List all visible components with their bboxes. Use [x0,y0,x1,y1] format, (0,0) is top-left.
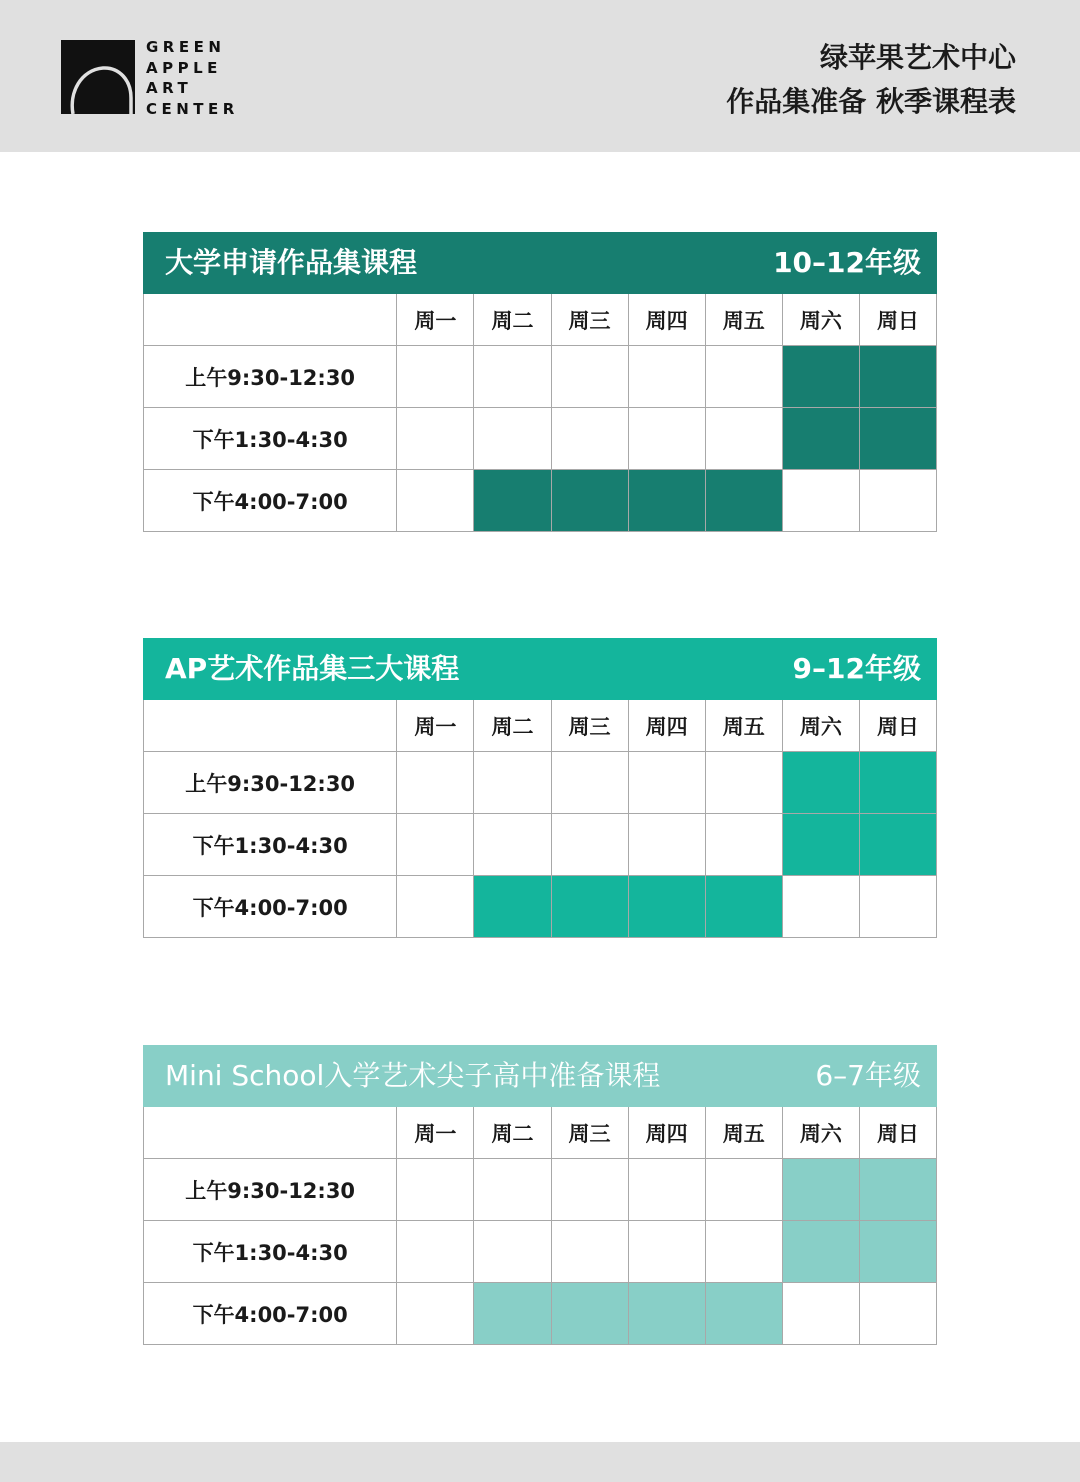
schedule-grid [143,1107,937,1345]
course-title-bar [143,1045,937,1107]
empty-cell [397,1221,474,1283]
logo-line: APPLE [146,58,222,77]
course-name: Mini School入学艺术尖子高中准备课程 [165,1059,661,1092]
day-header: 周一 [397,1107,474,1159]
day-header: 周三 [551,700,628,752]
empty-cell [551,346,628,408]
empty-cell [397,470,474,532]
class-session-cell [859,1159,936,1221]
day-header: 周六 [782,1107,859,1159]
time-slot-label: 下午4:00-7:00 [144,470,397,532]
empty-cell [397,752,474,814]
empty-cell [397,876,474,938]
day-header: 周一 [397,700,474,752]
logo-line: GREEN [146,38,226,56]
empty-cell [474,1159,551,1221]
day-header: 周六 [782,294,859,346]
empty-cell [397,1159,474,1221]
empty-cell [782,876,859,938]
day-header-row [144,294,937,346]
day-header: 周一 [397,294,474,346]
corner-cell [144,700,397,752]
course-title-bar [143,638,937,700]
empty-cell [551,814,628,876]
empty-cell [628,1159,705,1221]
empty-cell [859,876,936,938]
empty-cell [551,1221,628,1283]
empty-cell [705,346,782,408]
empty-cell [782,1283,859,1345]
empty-cell [397,814,474,876]
empty-cell [474,1221,551,1283]
class-session-cell [705,470,782,532]
time-slot-label: 下午4:00-7:00 [144,876,397,938]
day-header: 周二 [474,700,551,752]
day-header: 周二 [474,294,551,346]
course-schedule [143,232,937,532]
page-header [0,0,1080,152]
class-session-cell [705,1283,782,1345]
empty-cell [705,752,782,814]
empty-cell [551,752,628,814]
class-session-cell [859,1221,936,1283]
empty-cell [705,814,782,876]
corner-cell [144,294,397,346]
empty-cell [397,346,474,408]
empty-cell [474,814,551,876]
day-header: 周日 [859,1107,936,1159]
class-session-cell [628,876,705,938]
table-row [144,408,937,470]
empty-cell [628,408,705,470]
time-slot-label: 上午9:30-12:30 [144,752,397,814]
schedule-title: 作品集准备 秋季课程表 [726,85,1016,118]
empty-cell [628,346,705,408]
class-session-cell [474,876,551,938]
time-slot-label: 下午1:30-4:30 [144,1221,397,1283]
class-session-cell [474,470,551,532]
course-grade: 9–12年级 [792,652,921,685]
day-header: 周五 [705,294,782,346]
course-schedule [143,638,937,938]
empty-cell [705,1221,782,1283]
table-row [144,470,937,532]
table-row [144,752,937,814]
logo-line: CENTER [146,99,239,118]
empty-cell [551,408,628,470]
class-session-cell [859,752,936,814]
logo-line: ART [146,79,193,97]
class-session-cell [859,346,936,408]
table-row [144,814,937,876]
empty-cell [628,752,705,814]
day-header: 周二 [474,1107,551,1159]
course-grade: 6–7年级 [815,1059,921,1092]
course-title-bar [143,232,937,294]
center-name: 绿苹果艺术中心 [819,41,1016,74]
table-row [144,1221,937,1283]
page-footer [0,1442,1080,1482]
table-row [144,1159,937,1221]
table-row [144,1283,937,1345]
class-session-cell [551,470,628,532]
day-header: 周四 [628,294,705,346]
day-header: 周五 [705,1107,782,1159]
course-name: 大学申请作品集课程 [165,246,418,279]
course-name: AP艺术作品集三大课程 [165,652,460,685]
table-row [144,346,937,408]
corner-cell [144,1107,397,1159]
class-session-cell [705,876,782,938]
class-session-cell [628,470,705,532]
empty-cell [474,346,551,408]
class-session-cell [859,814,936,876]
class-session-cell [782,1221,859,1283]
course-schedule [143,1045,937,1345]
day-header: 周日 [859,700,936,752]
class-session-cell [782,752,859,814]
empty-cell [628,1221,705,1283]
class-session-cell [551,876,628,938]
day-header-row [144,700,937,752]
time-slot-label: 下午1:30-4:30 [144,814,397,876]
day-header: 周四 [628,1107,705,1159]
class-session-cell [628,1283,705,1345]
table-row [144,876,937,938]
class-session-cell [782,1159,859,1221]
class-session-cell [782,346,859,408]
day-header: 周日 [859,294,936,346]
day-header: 周六 [782,700,859,752]
empty-cell [474,408,551,470]
course-grade: 10–12年级 [773,246,921,279]
empty-cell [705,408,782,470]
logo-wordmark [146,37,239,119]
class-session-cell [782,814,859,876]
time-slot-label: 上午9:30-12:30 [144,346,397,408]
class-session-cell [551,1283,628,1345]
green-apple-logo-icon [61,40,135,114]
day-header: 周四 [628,700,705,752]
schedule-grid [143,294,937,532]
empty-cell [551,1159,628,1221]
empty-cell [397,1283,474,1345]
class-session-cell [859,408,936,470]
day-header: 周三 [551,1107,628,1159]
schedule-grid [143,700,937,938]
day-header-row [144,1107,937,1159]
empty-cell [782,470,859,532]
empty-cell [628,814,705,876]
empty-cell [859,470,936,532]
empty-cell [474,752,551,814]
time-slot-label: 下午4:00-7:00 [144,1283,397,1345]
time-slot-label: 上午9:30-12:30 [144,1159,397,1221]
page-title [726,36,1016,124]
time-slot-label: 下午1:30-4:30 [144,408,397,470]
class-session-cell [474,1283,551,1345]
day-header: 周三 [551,294,628,346]
day-header: 周五 [705,700,782,752]
empty-cell [397,408,474,470]
empty-cell [859,1283,936,1345]
class-session-cell [782,408,859,470]
empty-cell [705,1159,782,1221]
